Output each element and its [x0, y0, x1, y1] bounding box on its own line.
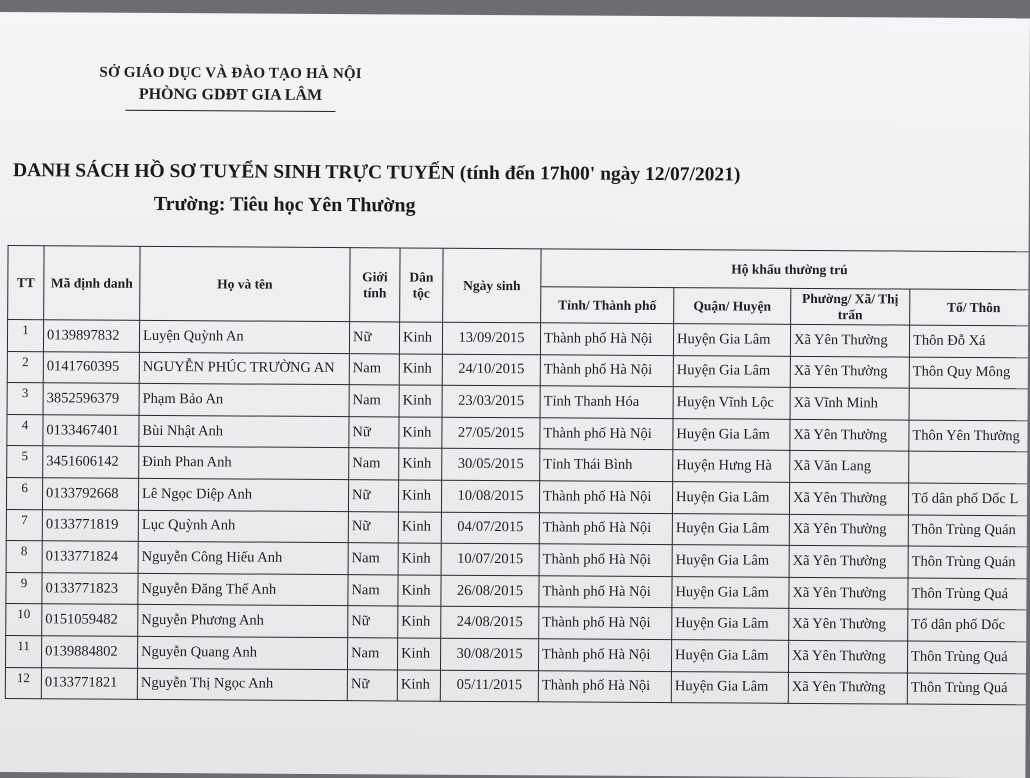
student-dob: 24/10/2015 [442, 354, 540, 386]
residence-hamlet: Thôn Trùng Quán [908, 515, 1030, 547]
residence-ward: Xã Yên Thường [790, 324, 909, 356]
student-dob: 26/08/2015 [441, 575, 539, 607]
student-dob: 13/09/2015 [442, 322, 540, 354]
header-tt: TT [8, 246, 44, 320]
student-id: 0133771821 [41, 667, 137, 699]
row-number: 5 [7, 446, 43, 478]
student-name: NGUYỄN PHÚC TRƯỜNG AN [139, 352, 349, 385]
row-number: 3 [7, 383, 43, 415]
student-ethnicity: Kinh [398, 543, 441, 575]
table-body [5, 320, 1030, 705]
row-number: 7 [6, 509, 42, 541]
residence-district: Huyện Gia Lâm [671, 671, 788, 703]
residence-province: Thành phố Hà Nội [540, 418, 673, 450]
document-title: DANH SÁCH HỒ SƠ TUYỂN SINH TRỰC TUYẾN (tính đến 17h00' ngày 12/07/2021) [12, 160, 741, 186]
student-name: Nguyễn Thị Ngọc Anh [137, 668, 347, 701]
student-gender: Nữ [348, 480, 398, 512]
student-ethnicity: Kinh [398, 480, 441, 512]
residence-district: Huyện Gia Lâm [673, 355, 790, 387]
student-id: 3451606142 [43, 446, 139, 478]
row-number: 8 [6, 541, 42, 573]
residence-province: Thành phố Hà Nội [539, 481, 672, 513]
student-id: 0133792668 [42, 478, 138, 510]
department-name: SỞ GIÁO DỤC VÀ ĐÀO TẠO HÀ NỘI [99, 64, 362, 83]
residence-province: Tỉnh Thái Bình [540, 449, 673, 481]
residence-district: Huyện Gia Lâm [671, 640, 788, 672]
residence-ward: Xã Yên Thường [789, 482, 908, 514]
residence-hamlet: Tổ dân phố Dốc L [908, 483, 1030, 515]
row-number: 1 [7, 320, 43, 352]
student-gender: Nam [347, 638, 397, 670]
student-gender: Nữ [348, 511, 398, 543]
student-name: Nguyễn Đăng Thế Anh [138, 573, 348, 606]
residence-ward: Xã Yên Thường [788, 640, 907, 672]
header-ethnicity: Dân tộc [400, 248, 443, 322]
header-ward: Phường/ Xã/ Thị trấn [791, 288, 910, 325]
header-province: Tỉnh/ Thành phố [541, 287, 674, 324]
residence-district: Huyện Vĩnh Lộc [673, 387, 790, 419]
row-number: 6 [6, 478, 42, 510]
residence-district: Huyện Gia Lâm [673, 324, 790, 356]
student-ethnicity: Kinh [399, 417, 442, 449]
table-row [5, 667, 1030, 705]
header-gender: Giới tính [350, 248, 400, 322]
residence-ward: Xã Yên Thường [789, 609, 908, 641]
residence-hamlet: Tổ dân phố Dốc [908, 609, 1030, 641]
student-name: Nguyễn Quang Anh [137, 636, 347, 669]
student-gender: Nam [348, 543, 398, 575]
student-ethnicity: Kinh [398, 575, 441, 607]
student-name: Bùi Nhật Anh [139, 415, 349, 448]
student-id: 0151059482 [42, 604, 138, 636]
student-gender: Nữ [349, 322, 399, 354]
student-id: 0133771819 [42, 509, 138, 541]
student-gender: Nữ [347, 669, 397, 701]
residence-province: Thành phố Hà Nội [540, 323, 673, 355]
row-number: 11 [5, 635, 41, 667]
row-number: 10 [6, 604, 42, 636]
header-dob: Ngày sinh [443, 248, 541, 323]
residence-hamlet: Thôn Đỗ Xá [909, 325, 1030, 357]
student-id: 0139884802 [41, 636, 137, 668]
residence-province: Thành phố Hà Nội [538, 639, 671, 671]
student-dob: 30/08/2015 [440, 638, 538, 670]
residence-province: Thành phố Hà Nội [539, 576, 672, 608]
header-hamlet: Tổ/ Thôn [910, 289, 1030, 326]
student-dob: 24/08/2015 [441, 607, 539, 639]
header-name: Họ và tên [140, 246, 350, 321]
residence-hamlet: Thôn Trùng Quá [907, 641, 1029, 673]
residence-district: Huyện Gia Lâm [672, 482, 789, 514]
student-ethnicity: Kinh [399, 322, 442, 354]
student-name: Lê Ngọc Diệp Anh [138, 478, 348, 511]
student-id: 0139897832 [43, 320, 139, 352]
row-number: 4 [7, 414, 43, 446]
residence-province: Thành phố Hà Nội [540, 354, 673, 386]
header-underline [125, 110, 335, 112]
residence-hamlet [909, 388, 1030, 420]
header-id: Mã định danh [44, 246, 140, 321]
student-gender: Nam [349, 385, 399, 417]
student-gender: Nam [349, 448, 399, 480]
enrollment-table [5, 245, 1030, 705]
residence-hamlet: Thôn Yên Thường [909, 420, 1030, 452]
residence-hamlet: Thôn Trùng Quán [908, 546, 1030, 578]
residence-ward: Xã Yên Thường [788, 672, 907, 704]
student-name: Lục Quỳnh Anh [138, 510, 348, 543]
student-gender: Nam [348, 574, 398, 606]
student-id: 0141760395 [43, 351, 139, 383]
student-dob: 23/03/2015 [442, 385, 540, 417]
student-ethnicity: Kinh [397, 638, 440, 670]
residence-hamlet: Thôn Trùng Quá [907, 673, 1030, 705]
residence-ward: Xã Vĩnh Minh [790, 388, 909, 420]
residence-ward: Xã Yên Thường [790, 419, 909, 451]
residence-hamlet [909, 451, 1030, 483]
residence-district: Huyện Gia Lâm [672, 513, 789, 545]
student-name: Đinh Phan Anh [139, 447, 349, 480]
student-id: 0133467401 [43, 415, 139, 447]
student-gender: Nữ [348, 606, 398, 638]
residence-ward: Xã Yên Thường [789, 545, 908, 577]
student-ethnicity: Kinh [397, 669, 440, 701]
student-name: Luyện Quỳnh An [139, 320, 349, 353]
student-id: 0133771824 [42, 541, 138, 573]
school-name: Trường: Tiêu học Yên Thường [153, 192, 416, 217]
student-ethnicity: Kinh [399, 448, 442, 480]
residence-ward: Xã Yên Thường [790, 356, 909, 388]
residence-province: Thành phố Hà Nội [539, 607, 672, 639]
residence-district: Huyện Gia Lâm [672, 576, 789, 608]
office-name: PHÒNG GDĐT GIA LÂM [138, 85, 323, 104]
residence-district: Huyện Gia Lâm [672, 545, 789, 577]
student-name: Nguyễn Phương Anh [138, 605, 348, 638]
student-ethnicity: Kinh [399, 385, 442, 417]
row-number: 12 [5, 667, 41, 699]
document-page [0, 12, 1030, 778]
residence-hamlet: Thôn Quy Mông [909, 357, 1030, 389]
residence-district: Huyện Hưng Hà [673, 450, 790, 482]
residence-ward: Xã Yên Thường [789, 514, 908, 546]
header-residence: Hộ khẩu thường trú [541, 249, 1030, 290]
student-dob: 05/11/2015 [440, 670, 538, 702]
student-name: Nguyễn Công Hiếu Anh [138, 542, 348, 575]
student-gender: Nữ [349, 416, 399, 448]
student-dob: 04/07/2015 [441, 512, 539, 544]
residence-province: Tỉnh Thanh Hóa [540, 386, 673, 418]
header-district: Quận/ Huyện [674, 288, 791, 325]
residence-district: Huyện Gia Lâm [672, 608, 789, 640]
residence-ward: Xã Yên Thường [789, 577, 908, 609]
student-gender: Nam [349, 353, 399, 385]
row-number: 2 [7, 351, 43, 383]
student-dob: 10/08/2015 [441, 480, 539, 512]
student-dob: 30/05/2015 [442, 449, 540, 481]
residence-province: Thành phố Hà Nội [539, 544, 672, 576]
student-ethnicity: Kinh [398, 606, 441, 638]
student-name: Phạm Bảo An [139, 384, 349, 417]
student-ethnicity: Kinh [399, 354, 442, 386]
residence-hamlet: Thôn Trùng Quá [908, 578, 1030, 610]
student-id: 3852596379 [43, 383, 139, 415]
issuer-header [85, 65, 375, 113]
student-dob: 27/05/2015 [442, 417, 540, 449]
student-id: 0133771823 [42, 573, 138, 605]
residence-province: Thành phố Hà Nội [539, 512, 672, 544]
row-number: 9 [6, 572, 42, 604]
residence-province: Thành phố Hà Nội [538, 670, 671, 702]
residence-ward: Xã Văn Lang [790, 451, 909, 483]
residence-district: Huyện Gia Lâm [673, 418, 790, 450]
student-dob: 10/07/2015 [441, 543, 539, 575]
student-ethnicity: Kinh [398, 512, 441, 544]
